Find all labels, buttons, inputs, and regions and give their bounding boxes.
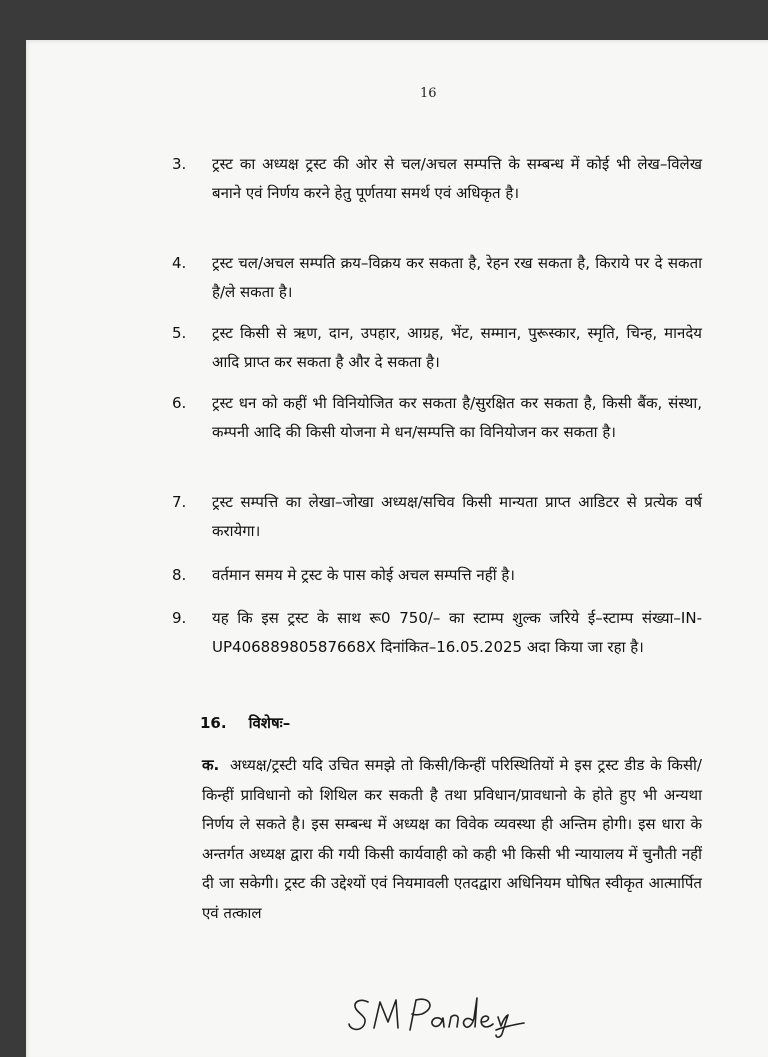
handwritten-signature <box>346 990 536 1040</box>
item-number: 4. <box>172 254 187 272</box>
item-number: 7. <box>172 493 187 511</box>
list-item-4 <box>172 249 702 307</box>
list-item-7 <box>172 488 702 546</box>
page-number: 16 <box>420 86 437 101</box>
item-number: 5. <box>172 324 187 342</box>
item-text: ट्रस्ट धन को कहीं भी विनियोजित कर सकता है/सुरक्षित कर सकता है, किसी बैंक, संस्था, कम्पनी आदि की किसी योजना मे धन/सम्पत्ति का विनियोजन कर सकता है। <box>212 394 702 441</box>
signature-drawing <box>346 990 536 1040</box>
item-number: 6. <box>172 394 187 412</box>
item-number: 8. <box>172 566 187 584</box>
sub-item-text: अध्यक्ष/ट्रस्टी यदि उचित समझे तो किसी/किन्हीं परिस्थितियों मे इस ट्रस्ट डीड के किसी/किन्हीं प्राविधानो को शिथिल कर सकती है तथा प्रविधान/प्रावधानो के होते हुए भी अन्यथा निर्णय ले सकते है। इस सम्बन्ध में अध्यक्ष का विवेक व्यवस्था ही अन्तिम होगी। इस धारा के अन्तर्गत अध्यक्ष द्वारा की गयी किसी कार्यवाही को कही भी किसी भी न्यायालय में चुनौती नहीं दी जा सकेगी। ट्रस्ट की उद्देश्यों एवं नियमावली एतदद्वारा अधिनियम घोषित स्वीकृत आत्मार्पित एवं तत्काल <box>202 756 702 922</box>
item-text: वर्तमान समय मे ट्रस्ट के पास कोई अचल सम्पत्ति नहीं है। <box>212 566 515 584</box>
sub-item-label: क. <box>202 756 220 774</box>
list-item-5 <box>172 319 702 377</box>
list-item-8 <box>172 561 702 590</box>
list-item-9 <box>172 604 702 662</box>
item-text: ट्रस्ट चल/अचल सम्पति क्रय–विक्रय कर सकता है, रेहन रख सकता है, किराये पर दे सकता है/ले सकता है। <box>212 254 702 301</box>
section-title: विशेषः– <box>248 714 291 732</box>
section-heading <box>200 713 290 733</box>
sub-item-ka <box>202 751 702 929</box>
item-text: ट्रस्ट का अध्यक्ष ट्रस्ट की ओर से चल/अचल सम्पत्ति के सम्बन्ध में कोई भी लेख–विलेख बनाने एवं निर्णय करने हेतु पूर्णतया समर्थ एवं अधिकृत है। <box>212 155 702 202</box>
item-text: ट्रस्ट किसी से ऋण, दान, उपहार, आग्रह, भेंट, सम्मान, पुरूस्कार, स्मृति, चिन्ह, मानदेय आदि प्राप्त कर सकता है और दे सकता है। <box>212 324 702 371</box>
list-item-6 <box>172 389 702 447</box>
item-text: ट्रस्ट सम्पत्ति का लेखा–जोखा अध्यक्ष/सचिव किसी मान्यता प्राप्त आडिटर से प्रत्येक वर्ष करायेगा। <box>212 493 702 540</box>
list-item-3 <box>172 150 702 208</box>
item-text: यह कि इस ट्रस्ट के साथ रू0 750/– का स्टाम्प शुल्क जरिये ई–स्टाम्प संख्या–IN-UP40688980587668X दिनांकित–16.05.2025 अदा किया जा रहा है। <box>212 609 702 656</box>
section-number: 16. <box>200 714 227 732</box>
item-number: 9. <box>172 609 187 627</box>
item-number: 3. <box>172 155 187 173</box>
